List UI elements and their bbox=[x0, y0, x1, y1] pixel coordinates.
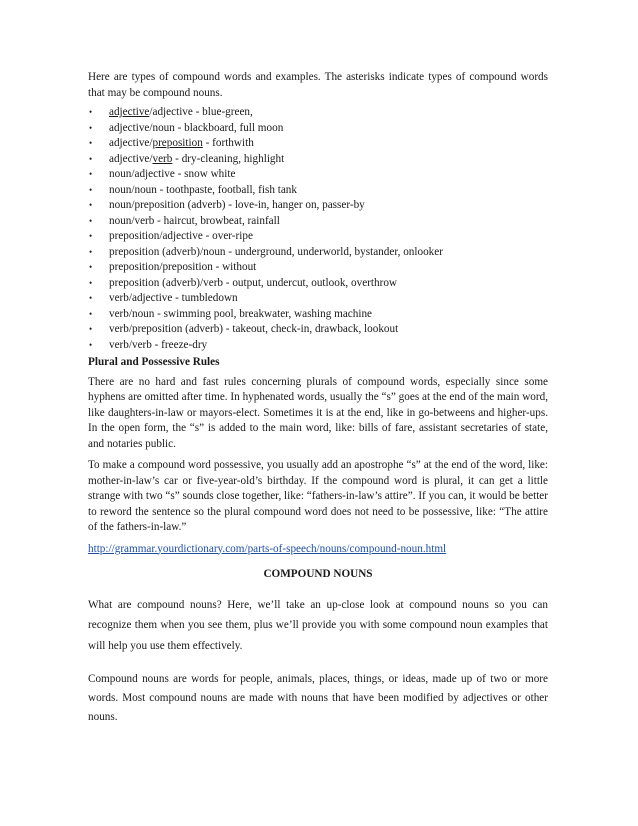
bullet-icon: • bbox=[89, 231, 93, 241]
compound-nouns-heading: COMPOUND NOUNS bbox=[263, 568, 373, 580]
bullet-icon: • bbox=[89, 308, 93, 319]
compound-type-examples: /adjective - blue-green, bbox=[149, 106, 253, 118]
bullet-icon: • bbox=[89, 138, 93, 148]
compound-type-underlined-term: verb bbox=[152, 152, 173, 165]
compound-type-text: preposition (adverb)/verb - output, undercut, outlook, overthrow bbox=[109, 276, 398, 289]
compound-type-text: verb/verb - freeze-dry bbox=[109, 338, 208, 351]
compound-type-item bbox=[88, 198, 548, 214]
compound-type-text: verb/preposition (adverb) - takeout, check-in, drawback, lookout bbox=[109, 323, 399, 335]
bullet-icon: • bbox=[89, 262, 93, 272]
bullet-icon: • bbox=[89, 339, 93, 350]
compound-nouns-intro-paragraph: What are compound nouns? Here, we’ll take an up-close look at compound nouns so you can recognize them when you see them, plus we’ll provide you with some compound noun examples that will help you use them effectively. bbox=[88, 598, 548, 652]
bullet-icon: • bbox=[89, 122, 93, 133]
compound-type-text: preposition/adjective - over-ripe bbox=[109, 230, 253, 242]
bullet-icon: • bbox=[89, 215, 93, 226]
compound-type-item bbox=[88, 121, 548, 137]
bullet-icon: • bbox=[89, 246, 93, 257]
compound-type-underlined-term: adjective bbox=[109, 106, 150, 118]
plural-rules-paragraph: There are no hard and fast rules concerning plurals of compound words, especially since some hyphens are omitted after time. In hyphenated words, usually the “s” goes at the end of the main word, like daughters-in-law or mayors-elect. Sometimes it is at the end, like in go-betweens and higher-ups. In the open form, the “s” is added to the main word, like: bills of fare, assistant secretaries of state, and notaries public. bbox=[88, 375, 548, 450]
compound-type-item bbox=[88, 276, 548, 292]
compound-type-item bbox=[88, 307, 548, 323]
compound-type-text: adjective/noun - blackboard, full moon bbox=[109, 121, 284, 134]
source-link[interactable]: http://grammar.yourdictionary.com/parts-of-speech/nouns/compound-noun.html bbox=[88, 542, 447, 555]
compound-type-examples: - dry-cleaning, highlight bbox=[172, 152, 285, 165]
compound-type-text: noun/verb - haircut, browbeat, rainfall bbox=[109, 214, 280, 227]
compound-type-item bbox=[88, 260, 548, 276]
compound-type-item bbox=[88, 105, 548, 121]
possessive-rules-paragraph: To make a compound word possessive, you usually add an apostrophe “s” at the end of the word, like: mother-in-law’s car or five-year-old’s birthday. If the compound word is plural, it can get a little strange with two “s” sounds close together, like: “fathers-in-law’s attire”. If you can, it would be better to reword the sentence so the plural compound word does not need to be possessive, like: “The attire of the fathers-in-law.” bbox=[88, 459, 548, 533]
compound-type-text: preposition (adverb)/noun - underground, underworld, bystander, onlooker bbox=[109, 245, 443, 258]
bullet-icon: • bbox=[89, 324, 93, 334]
compound-type-item bbox=[88, 245, 548, 261]
compound-type-text: verb/adjective - tumbledown bbox=[109, 292, 238, 304]
document-page bbox=[88, 70, 548, 727]
compound-type-text: noun/noun - toothpaste, football, fish tank bbox=[109, 183, 297, 196]
compound-type-text: noun/preposition (adverb) - love-in, hanger on, passer-by bbox=[109, 199, 365, 211]
bullet-icon: • bbox=[89, 169, 93, 179]
compound-types-list bbox=[88, 105, 548, 353]
bullet-icon: • bbox=[89, 107, 93, 117]
compound-type-text: adjective/ bbox=[109, 137, 153, 149]
compound-type-text: verb/noun - swimming pool, breakwater, washing machine bbox=[109, 307, 373, 320]
compound-type-item bbox=[88, 291, 548, 307]
compound-type-item bbox=[88, 322, 548, 338]
compound-type-underlined-term: preposition bbox=[152, 137, 203, 149]
bullet-icon: • bbox=[89, 184, 93, 195]
compound-type-item bbox=[88, 214, 548, 230]
compound-type-text: noun/adjective - snow white bbox=[109, 168, 236, 180]
bullet-icon: • bbox=[89, 277, 93, 288]
bullet-icon: • bbox=[89, 293, 93, 303]
compound-type-item bbox=[88, 167, 548, 183]
bullet-icon: • bbox=[89, 153, 93, 164]
compound-nouns-definition-paragraph: Compound nouns are words for people, animals, places, things, or ideas, made up of two or more words. Most compound nouns are made with nouns that have been modified by adjectives or other nouns. bbox=[88, 673, 548, 723]
compound-type-examples: - forthwith bbox=[202, 137, 254, 149]
compound-type-text: adjective/ bbox=[109, 152, 153, 165]
compound-type-item bbox=[88, 229, 548, 245]
bullet-icon: • bbox=[89, 200, 93, 210]
compound-type-item bbox=[88, 152, 548, 168]
compound-type-item bbox=[88, 338, 548, 354]
compound-type-item bbox=[88, 183, 548, 199]
intro-paragraph: Here are types of compound words and examples. The asterisks indicate types of compound words that may be compound nouns. bbox=[88, 71, 548, 99]
plural-possessive-heading: Plural and Possessive Rules bbox=[88, 356, 220, 368]
compound-type-item bbox=[88, 136, 548, 152]
compound-type-text: preposition/preposition - without bbox=[109, 261, 257, 273]
